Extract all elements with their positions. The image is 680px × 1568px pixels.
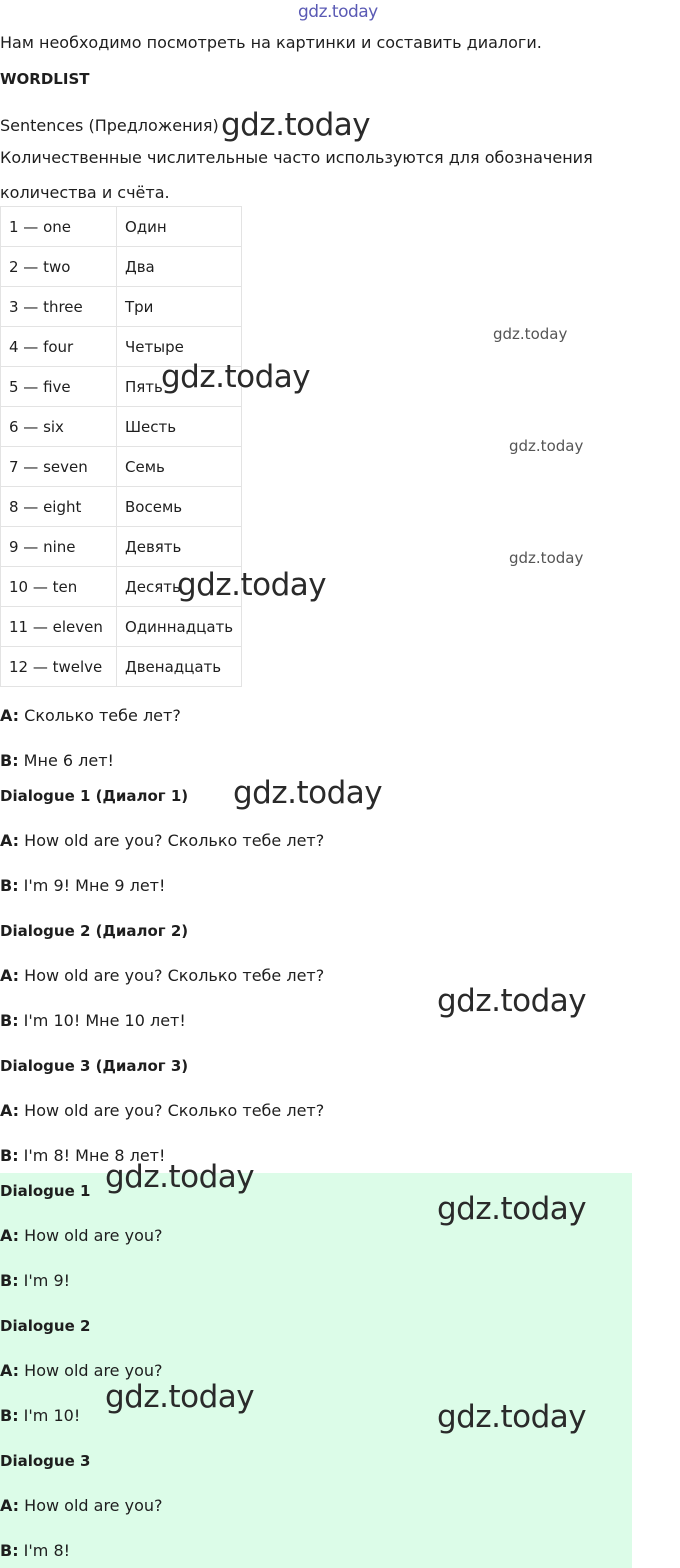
watermark: gdz.today bbox=[509, 549, 584, 567]
watermark: gdz.today bbox=[437, 1399, 587, 1435]
number-en: 5 — five bbox=[1, 367, 117, 407]
number-en: 10 — ten bbox=[1, 567, 117, 607]
table-row bbox=[1, 447, 242, 487]
answer-2-line-b bbox=[0, 1406, 80, 1425]
line-text: I'm 9! Мне 9 лет! bbox=[18, 876, 166, 895]
number-ru: Два bbox=[117, 247, 242, 287]
dialogue-1-title: Dialogue 1 (Диалог 1) bbox=[0, 787, 189, 805]
answer-3-line-a bbox=[0, 1496, 162, 1515]
number-ru: Пять bbox=[117, 367, 242, 407]
number-en: 3 — three bbox=[1, 287, 117, 327]
watermark: gdz.today bbox=[177, 567, 327, 603]
line-text: How old are you? Сколько тебе лет? bbox=[19, 966, 325, 985]
number-en: 1 — one bbox=[1, 207, 117, 247]
table-row bbox=[1, 487, 242, 527]
line-text: How old are you? bbox=[19, 1496, 163, 1515]
answer-3-title: Dialogue 3 bbox=[0, 1452, 91, 1470]
number-en: 12 — twelve bbox=[1, 647, 117, 687]
number-en: 6 — six bbox=[1, 407, 117, 447]
line-text: Мне 6 лет! bbox=[18, 751, 114, 770]
watermark: gdz.today bbox=[493, 325, 568, 343]
table-row bbox=[1, 527, 242, 567]
watermark: gdz.today bbox=[161, 359, 311, 395]
watermark: gdz.today bbox=[509, 437, 584, 455]
line-text: I'm 8! Мне 8 лет! bbox=[18, 1146, 166, 1165]
line-text: Сколько тебе лет? bbox=[19, 706, 181, 725]
number-ru: Один bbox=[117, 207, 242, 247]
speaker-label: B: bbox=[0, 1146, 19, 1165]
line-text: I'm 10! bbox=[18, 1406, 81, 1425]
answer-1-title: Dialogue 1 bbox=[0, 1182, 91, 1200]
intro-text: Нам необходимо посмотреть на картинки и составить диалоги. bbox=[0, 33, 542, 52]
dialogue-2-line-b bbox=[0, 1011, 186, 1030]
number-ru: Девять bbox=[117, 527, 242, 567]
number-en: 8 — eight bbox=[1, 487, 117, 527]
number-ru: Десять bbox=[117, 567, 242, 607]
watermark: gdz.today bbox=[233, 775, 383, 811]
speaker-label: B: bbox=[0, 1011, 19, 1030]
answer-3-line-b bbox=[0, 1541, 70, 1560]
answer-2-title: Dialogue 2 bbox=[0, 1317, 91, 1335]
dialogue-3-title: Dialogue 3 (Диалог 3) bbox=[0, 1057, 189, 1075]
dialogue-2-line-a bbox=[0, 966, 324, 985]
number-en: 2 — two bbox=[1, 247, 117, 287]
line-text: I'm 10! Мне 10 лет! bbox=[18, 1011, 186, 1030]
speaker-label: A: bbox=[0, 1226, 20, 1245]
speaker-label: A: bbox=[0, 1496, 20, 1515]
answer-2-line-a bbox=[0, 1361, 162, 1380]
table-row bbox=[1, 207, 242, 247]
dialogue-3-line-a bbox=[0, 1101, 324, 1120]
line-text: I'm 9! bbox=[18, 1271, 71, 1290]
watermark: gdz.today bbox=[105, 1159, 255, 1195]
watermark: gdz.today bbox=[221, 107, 371, 143]
speaker-label: B: bbox=[0, 1271, 19, 1290]
line-text: How old are you? Сколько тебе лет? bbox=[19, 1101, 325, 1120]
answer-1-line-a bbox=[0, 1226, 162, 1245]
speaker-label: A: bbox=[0, 1361, 20, 1380]
watermark: gdz.today bbox=[437, 1191, 587, 1227]
speaker-label: A: bbox=[0, 966, 20, 985]
dialogue-1-line-a bbox=[0, 831, 324, 850]
number-ru: Семь bbox=[117, 447, 242, 487]
watermark: gdz.today bbox=[105, 1379, 255, 1415]
speaker-label: B: bbox=[0, 876, 19, 895]
number-ru: Двенадцать bbox=[117, 647, 242, 687]
line-text: How old are you? bbox=[19, 1226, 163, 1245]
watermark: gdz.today bbox=[298, 2, 378, 22]
watermark: gdz.today bbox=[437, 983, 587, 1019]
number-en: 4 — four bbox=[1, 327, 117, 367]
dialogue-1-line-b bbox=[0, 876, 165, 895]
dialogue-2-title: Dialogue 2 (Диалог 2) bbox=[0, 922, 189, 940]
table-row bbox=[1, 287, 242, 327]
wordlist-heading: WORDLIST bbox=[0, 70, 90, 88]
numbers-table bbox=[0, 206, 242, 687]
number-ru: Три bbox=[117, 287, 242, 327]
number-ru: Восемь bbox=[117, 487, 242, 527]
line-text: How old are you? bbox=[19, 1361, 163, 1380]
description-text: Количественные числительные часто используются для обозначения количества и счёта. bbox=[0, 148, 593, 202]
speaker-label: A: bbox=[0, 706, 20, 725]
number-en: 11 — eleven bbox=[1, 607, 117, 647]
speaker-label: A: bbox=[0, 1101, 20, 1120]
table-row bbox=[1, 647, 242, 687]
line-text: I'm 8! bbox=[18, 1541, 71, 1560]
speaker-label: A: bbox=[0, 831, 20, 850]
number-ru: Четыре bbox=[117, 327, 242, 367]
number-en: 9 — nine bbox=[1, 527, 117, 567]
answer-1-line-b bbox=[0, 1271, 70, 1290]
table-row bbox=[1, 247, 242, 287]
table-row bbox=[1, 407, 242, 447]
number-ru: Шесть bbox=[117, 407, 242, 447]
speaker-label: B: bbox=[0, 751, 19, 770]
number-ru: Одиннадцать bbox=[117, 607, 242, 647]
number-en: 7 — seven bbox=[1, 447, 117, 487]
sentences-heading: Sentences (Предложения) bbox=[0, 116, 219, 135]
table-row bbox=[1, 607, 242, 647]
speaker-label: B: bbox=[0, 1406, 19, 1425]
line-text: How old are you? Сколько тебе лет? bbox=[19, 831, 325, 850]
speaker-label: B: bbox=[0, 1541, 19, 1560]
sample-line-a bbox=[0, 706, 181, 725]
sample-line-b bbox=[0, 751, 114, 770]
